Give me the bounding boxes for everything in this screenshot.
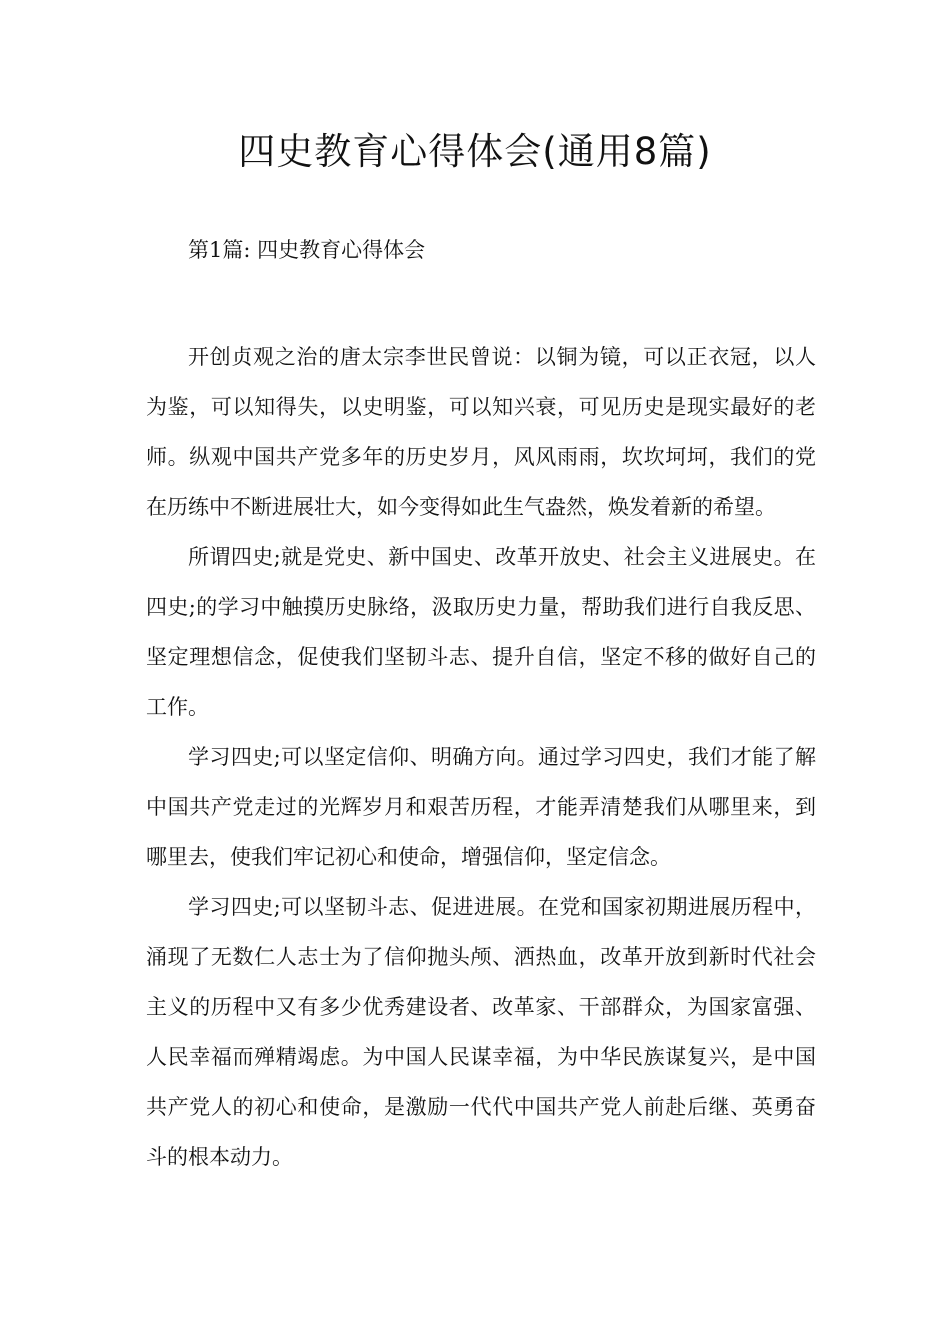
paragraph: 学习四史;可以坚定信仰、明确方向。通过学习四史，我们才能了解中国共产党走过的光辉岁月和艰苦历程，才能弄清楚我们从哪里来，到哪里去，使我们牢记初心和使命，增强信仰，坚定信念。 [146, 745, 816, 869]
paragraph: 学习四史;可以坚韧斗志、促进进展。在党和国家初期进展历程中，涌现了无数仁人志士为了信仰抛头颅、洒热血，改革开放到新时代社会主义的历程中又有多少优秀建设者、改革家、干部群众，为国家富强、人民幸福而殚精竭虑。为中国人民谋幸福，为中华民族谋复兴，是中国共产党人的初心和使命，是激励一代代中国共产党人前赴后继、英勇奋斗的根本动力。 [146, 895, 816, 1169]
section-heading: 第1篇: 四史教育心得体会 [188, 238, 426, 262]
paragraph: 开创贞观之治的唐太宗李世民曾说：以铜为镜，可以正衣冠，以人为鉴，可以知得失，以史明鉴，可以知兴衰，可见历史是现实最好的老师。纵观中国共产党多年的历史岁月，风风雨雨，坎坎坷坷，我们的党在历练中不断进展壮大，如今变得如此生气盎然，焕发着新的希望。 [146, 345, 816, 519]
document-body [146, 332, 816, 1182]
document-title: 四史教育心得体会(通用8篇) [238, 130, 712, 173]
paragraph: 所谓四史;就是党史、新中国史、改革开放史、社会主义进展史。在四史;的学习中触摸历史脉络，汲取历史力量，帮助我们进行自我反思、坚定理想信念，促使我们坚韧斗志、提升自信，坚定不移的做好自己的工作。 [146, 545, 816, 719]
